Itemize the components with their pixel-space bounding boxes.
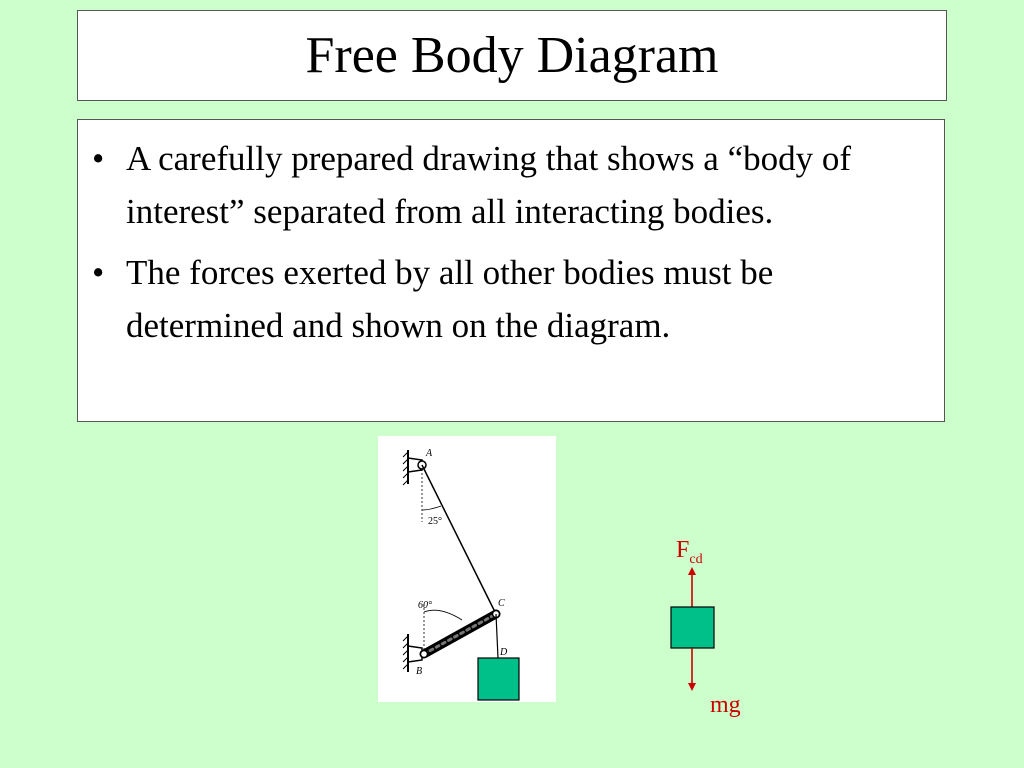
bullet-symbol: • xyxy=(92,253,105,292)
bullet-text: The forces exerted by all other bodies must be determined and shown on the diagram. xyxy=(126,253,774,345)
title-box xyxy=(77,10,947,101)
free-body-diagram xyxy=(640,525,780,725)
angle-arc-25 xyxy=(422,506,441,510)
label-a: A xyxy=(426,448,433,459)
label-c: C xyxy=(498,598,505,609)
bullet-list xyxy=(78,120,944,352)
pin-b xyxy=(421,651,428,658)
mechanics-figure xyxy=(378,436,556,702)
free-body-diagram-svg xyxy=(640,525,780,725)
force-up-label xyxy=(676,537,703,567)
bullet-item xyxy=(88,132,924,238)
content-box xyxy=(77,119,945,422)
cable-ac xyxy=(422,465,496,614)
fbd-block xyxy=(671,607,714,648)
bullet-text: A carefully prepared drawing that shows a “body of interest” separated from all interacting bodies. xyxy=(126,139,852,231)
force-up-sub: cd xyxy=(689,552,703,567)
bullet-symbol: • xyxy=(92,139,105,178)
mechanics-figure-svg xyxy=(378,436,556,702)
force-down-label: mg xyxy=(710,692,741,718)
angle-label-25: 25° xyxy=(428,516,442,527)
slide-title: Free Body Diagram xyxy=(305,27,719,84)
bullet-item xyxy=(88,246,924,352)
angle-label-60: 60° xyxy=(418,600,432,611)
cable-cd xyxy=(496,614,498,658)
force-up-main: F xyxy=(676,537,690,563)
label-d: D xyxy=(500,647,508,658)
angle-arc-60 xyxy=(424,610,462,620)
block-d xyxy=(478,658,519,700)
label-b: B xyxy=(416,666,423,677)
